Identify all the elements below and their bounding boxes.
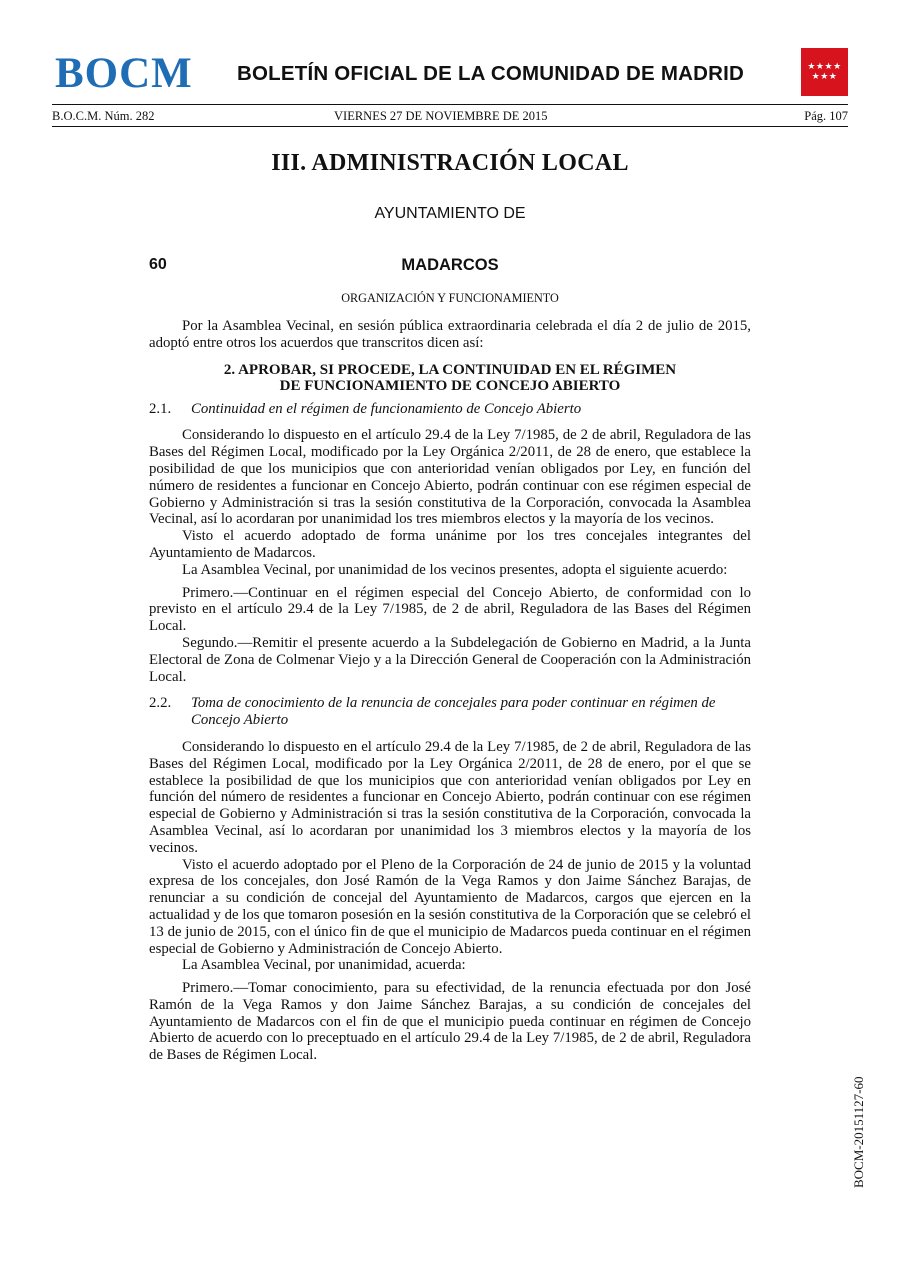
paragraph: Segundo.—Remitir el presente acuerdo a la Subdelegación de Gobierno en Madrid, a la Junta Electoral de Zona de Colmenar Viejo y a la Dirección General de Cooperación con la Administración Local. <box>149 634 751 685</box>
subsection-2-2-heading <box>149 695 751 729</box>
paragraph: Considerando lo dispuesto en el artículo 29.4 de la Ley 7/1985, de 2 de abril, Reguladora de las Bases del Régimen Local, modificado por la Ley Orgánica 2/2011, de 28 de enero, que establece la posibilidad de que los municipios que con anterioridad venían obligados por Ley, en función del número de residentes a funcionar en Concejo Abierto, podrán continuar con ese régimen especial de Gobierno y Administración si tras la sesión constitutiva de la Corporación, convocada la Asamblea Vecinal, así lo acordaran por unanimidad los tres miembros electos y la mayoría de los vecinos. <box>149 427 751 528</box>
flag-stars-row-1: ★★★★ <box>807 62 842 72</box>
issue-date: VIERNES 27 DE NOVIEMBRE DE 2015 <box>334 109 548 123</box>
running-header <box>52 108 848 124</box>
entity-name: MADARCOS <box>401 256 499 274</box>
page-number: Pág. 107 <box>804 109 848 123</box>
subsection-number: 2.2. <box>149 695 172 712</box>
publication-title: BOLETÍN OFICIAL DE LA COMUNIDAD DE MADRID <box>237 62 745 85</box>
paragraph: Primero.—Tomar conocimiento, para su efectividad, de la renuncia efectuada por don José Ramón de la Vega Ramos y don Jaime Sánchez Barajas, a su condición de concejales del Ayuntamiento de Madarcos con el fin de que el municipio pueda continuar en régimen de Concejo Abierto de acuerdo con lo preceptuado en el artículo 29.4 de la Ley 7/1985, de 2 de abril, Reguladora de Bases de Régimen Local. <box>149 980 751 1064</box>
header-rule-top <box>52 104 848 105</box>
paragraph: Primero.—Continuar en el régimen especial del Concejo Abierto, de conformidad con lo previsto en el artículo 29.4 de la Ley 7/1985, de 2 de abril, Reguladora de las Bases del Régimen Local. <box>149 584 751 635</box>
subsection-number: 2.1. <box>149 400 172 417</box>
entry-number: 60 <box>149 256 167 273</box>
issue-number: B.O.C.M. Núm. 282 <box>52 109 155 123</box>
paragraph: Visto el acuerdo adoptado de forma unánime por los tres concejales integrantes del Ayuntamiento de Madarcos. <box>149 528 751 561</box>
subsection-title: Toma de conocimiento de la renuncia de concejales para poder continuar en régimen de Concejo Abierto <box>191 695 716 729</box>
flag-stars-row-2: ★★★ <box>811 72 838 82</box>
subject-line: ORGANIZACIÓN Y FUNCIONAMIENTO <box>341 291 559 305</box>
bocm-logo: BOCM <box>55 50 193 97</box>
ayuntamiento-label: AYUNTAMIENTO DE <box>374 205 526 222</box>
agreement-heading <box>149 362 751 395</box>
agreement-heading-line2: DE FUNCIONAMIENTO DE CONCEJO ABIERTO <box>279 378 621 395</box>
agreement-heading-line1: 2. APROBAR, SI PROCEDE, LA CONTINUIDAD EN EL RÉGIMEN <box>223 361 677 378</box>
paragraph: La Asamblea Vecinal, por unanimidad de los vecinos presentes, adopta el siguiente acuerdo: <box>182 561 728 578</box>
paragraph: La Asamblea Vecinal, por unanimidad, acuerda: <box>182 957 466 974</box>
madrid-flag-icon <box>801 48 848 96</box>
subsection-title: Continuidad en el régimen de funcionamiento de Concejo Abierto <box>191 400 582 417</box>
paragraph: Visto el acuerdo adoptado por el Pleno de la Corporación de 24 de junio de 2015 y la voluntad expresa de los concejales, don José Ramón de la Vega Ramos y don Jaime Sánchez Barajas, de renunciar a su condición de concejal del Ayuntamiento de Madarcos, cargos que ejercen en la actualidad y de los que tomaron posesión en la sesión constitutiva de la Corporación que se celebró el 13 de junio de 2015, con el único fin de que el municipio de Madarcos pueda continuar en el régimen especial de Gobierno y Administración de Concejo Abierto. <box>149 856 751 957</box>
masthead <box>52 48 848 100</box>
intro-paragraph: Por la Asamblea Vecinal, en sesión pública extraordinaria celebrada el día 2 de julio de 2015, adoptó entre otros los acuerdos que transcritos dicen así: <box>149 318 751 351</box>
paragraph: Considerando lo dispuesto en el artículo 29.4 de la Ley 7/1985, de 2 de abril, Reguladora de las Bases del Régimen Local, modificado por la Ley Orgánica 2/2011, de 28 de enero, por el que se establece la posibilidad de que los municipios que con anterioridad venían obligados por Ley en función del número de residentes a funcionar en Concejo Abierto, podrán continuar con ese régimen especial de Gobierno y Administración si tras la sesión constitutiva de la Corporación, convocada la Asamblea Vecinal, así lo acordaran por unanimidad los 3 miembros electos y la mayoría de los vecinos. <box>149 738 751 856</box>
document-body <box>149 318 751 1064</box>
section-title: III. ADMINISTRACIÓN LOCAL <box>271 150 629 176</box>
header-rule-bottom <box>52 126 848 127</box>
document-code: BOCM-20151127-60 <box>851 1076 866 1188</box>
subsection-2-1-heading <box>149 401 751 418</box>
